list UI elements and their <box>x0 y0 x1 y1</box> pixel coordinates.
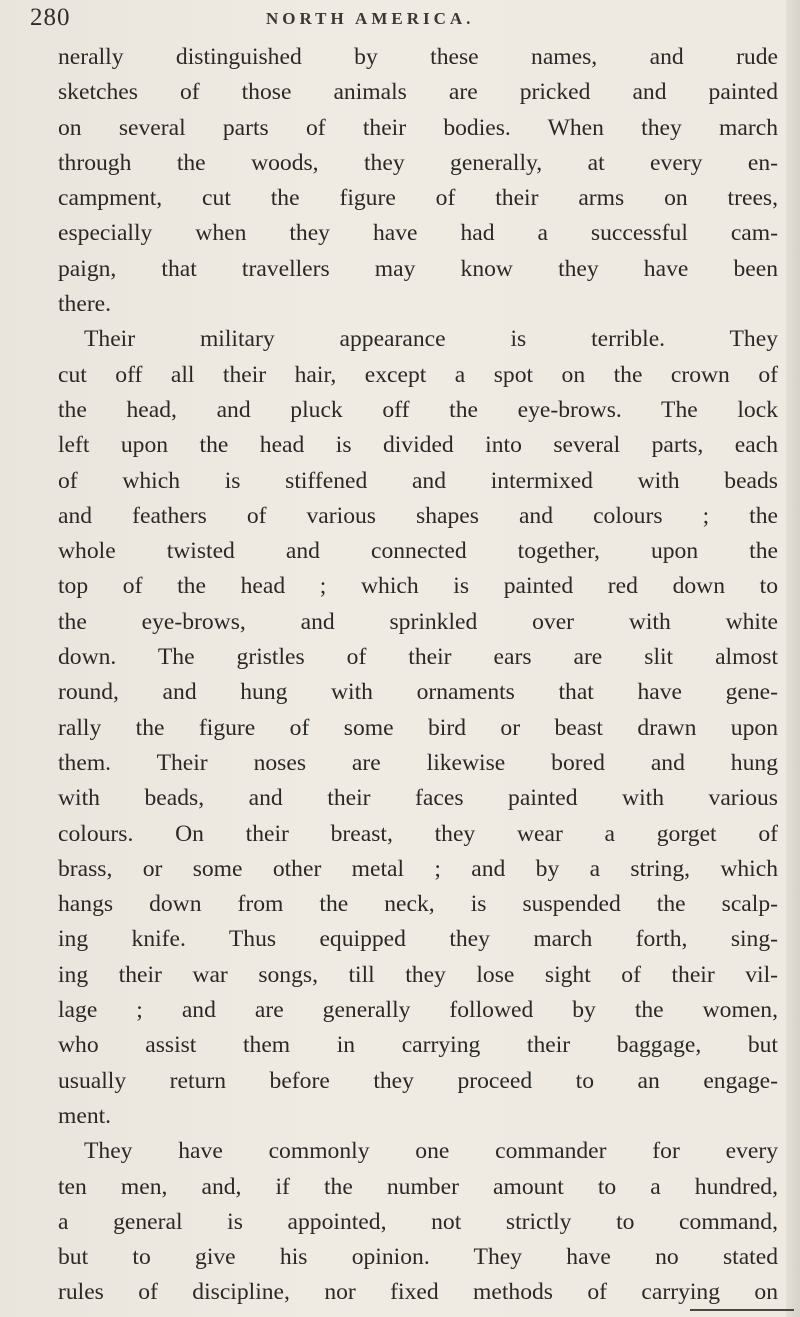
body-text <box>58 40 778 1311</box>
text-line: whole twisted and connected together, upon the <box>58 538 778 565</box>
text-line: a general is appointed, not strictly to command, <box>58 1208 778 1235</box>
text-line: They have commonly one commander for every <box>84 1138 778 1165</box>
text-line: colours. On their breast, they wear a gorget of <box>58 820 778 847</box>
text-line: but to give his opinion. They have no stated <box>58 1244 778 1271</box>
page-header <box>30 4 790 34</box>
text-line: hangs down from the neck, is suspended the scalp- <box>58 891 778 918</box>
text-line: brass, or some other metal ; and by a string, which <box>58 855 778 882</box>
text-line: who assist them in carrying their baggage, but <box>58 1032 778 1059</box>
bottom-rule <box>690 1309 794 1311</box>
text-line: sketches of those animals are pricked and painted <box>58 79 778 106</box>
text-line: on several parts of their bodies. When they march <box>58 114 778 141</box>
page-number: 280 <box>30 4 71 31</box>
text-line: there. <box>58 291 112 318</box>
text-line: campment, cut the figure of their arms on trees, <box>58 185 778 212</box>
text-line: with beads, and their faces painted with various <box>58 785 778 812</box>
running-head: NORTH AMERICA. <box>266 9 475 28</box>
text-line: them. Their noses are likewise bored and hung <box>58 749 778 776</box>
text-line: ing knife. Thus equipped they march forth, sing- <box>58 926 778 953</box>
text-line: ten men, and, if the number amount to a hundred, <box>58 1173 778 1200</box>
text-line: the eye-brows, and sprinkled over with white <box>58 608 778 635</box>
text-line: top of the head ; which is painted red down to <box>58 573 778 600</box>
text-line: rally the figure of some bird or beast drawn upon <box>58 714 778 741</box>
text-line: rules of discipline, nor fixed methods of carrying on <box>58 1279 778 1306</box>
text-line: and feathers of various shapes and colours ; the <box>58 502 778 529</box>
text-line: nerally distinguished by these names, and rude <box>58 44 778 70</box>
text-line: round, and hung with ornaments that have gene- <box>58 679 778 706</box>
text-line: lage ; and are generally followed by the women, <box>58 997 778 1024</box>
text-line: cut off all their hair, except a spot on the crown of <box>58 361 778 388</box>
text-line: the head, and pluck off the eye-brows. The lock <box>58 396 778 423</box>
text-line: down. The gristles of their ears are slit almost <box>58 644 778 671</box>
text-line: Their military appearance is terrible. They <box>84 326 778 353</box>
page-edge <box>786 0 800 1317</box>
text-line: ing their war songs, till they lose sight of their vil- <box>58 961 778 988</box>
text-line: paign, that travellers may know they have been <box>58 255 778 282</box>
text-line: of which is stiffened and intermixed with beads <box>58 467 778 494</box>
text-line: usually return before they proceed to an engage- <box>58 1067 778 1094</box>
text-line: left upon the head is divided into several parts, each <box>58 432 778 459</box>
text-line: ment. <box>58 1102 112 1129</box>
text-line: especially when they have had a successful cam- <box>58 220 778 247</box>
text-line: through the woods, they generally, at every en- <box>58 149 778 176</box>
